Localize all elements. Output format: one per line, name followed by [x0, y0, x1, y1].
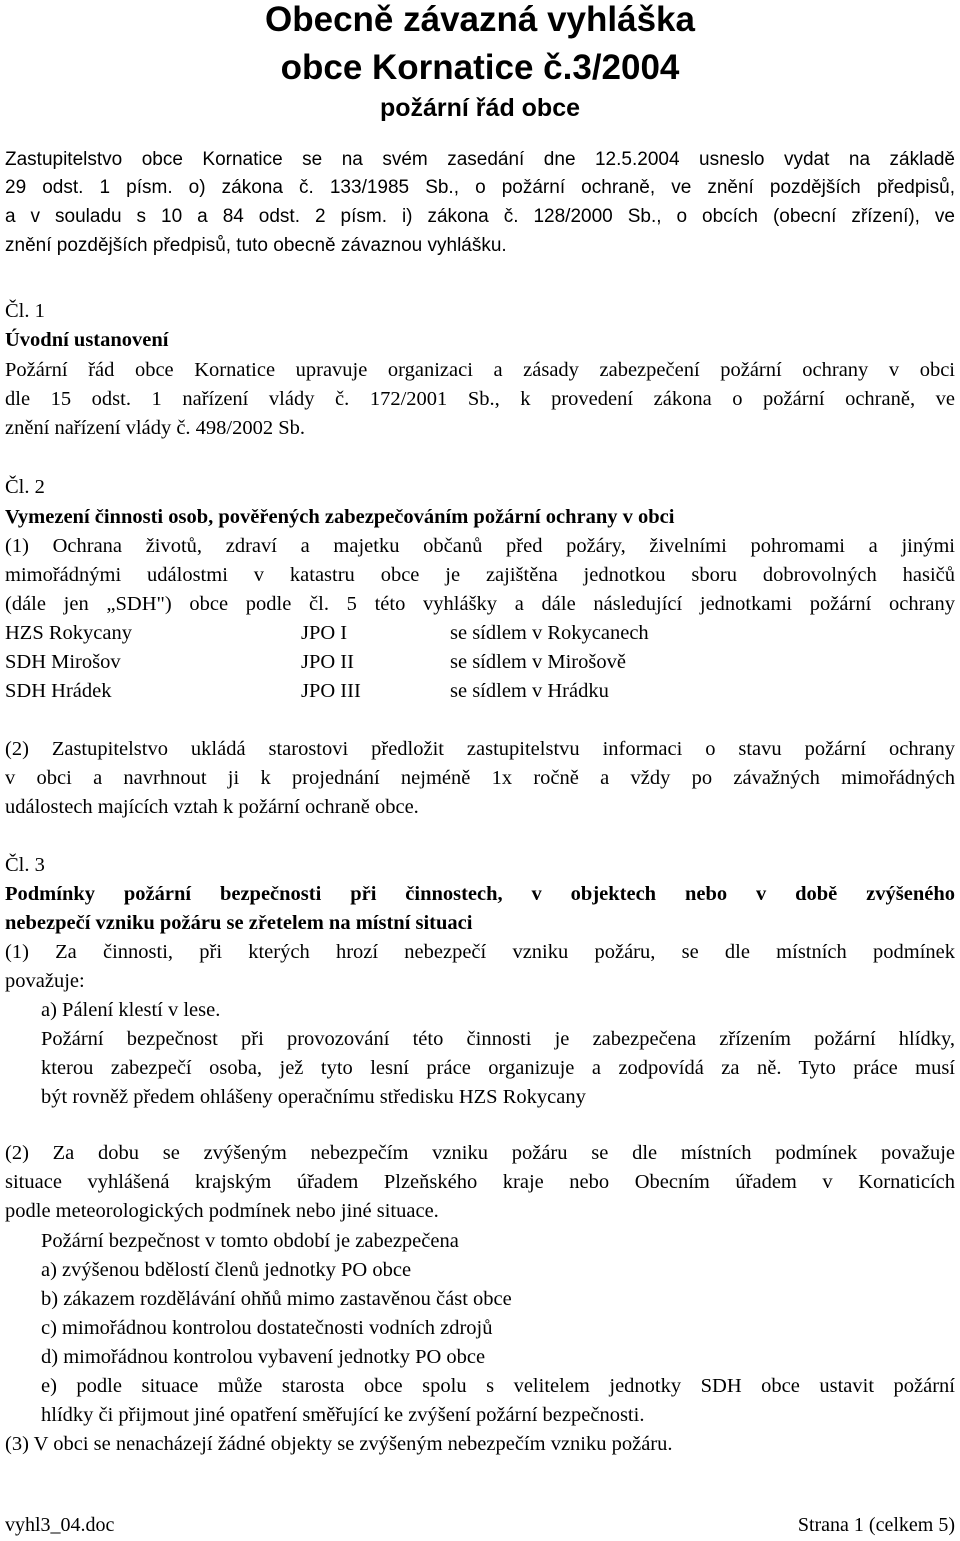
article-heading: Úvodní ustanovení — [5, 329, 169, 351]
article-line: znění nařízení vlády č. 498/2002 Sb. — [5, 417, 306, 439]
article-line: považuje: — [5, 970, 85, 992]
table-row — [0, 677, 960, 705]
article-line: Požární bezpečnost při provozování této činnosti je zabezpečena zřízením požární hlídky, — [41, 1028, 955, 1050]
intro-line: znění pozdějších předpisů, tuto obecně závaznou vyhlášku. — [5, 235, 507, 256]
article-line: Požární bezpečnost v tomto období je zabezpečena — [41, 1230, 459, 1252]
article-line: událostech majících vztah k požární ochraně obce. — [5, 796, 419, 818]
list-item: a) zvýšenou bdělostí členů jednotky PO obce — [41, 1259, 412, 1281]
unit-seat: se sídlem v Rokycanech — [450, 622, 649, 644]
list-item: c) mimořádnou kontrolou dostatečnosti vodních zdrojů — [41, 1317, 493, 1339]
footer-page-number: Strana 1 (celkem 5) — [797, 1514, 955, 1536]
title-line-3: požární řád obce — [379, 94, 581, 122]
intro-line: Zastupitelstvo obce Kornatice se na svém zasedání dne 12.5.2004 usneslo vydat na základě — [5, 149, 955, 170]
article-line: kterou zabezpečí osoba, jež tyto lesní práce organizuje a zodpovídá za ně. Tyto práce musí — [41, 1057, 955, 1079]
article-line: (3) V obci se nenacházejí žádné objekty se zvýšeným nebezpečím vzniku požáru. — [5, 1433, 673, 1455]
article-heading: nebezpečí vzniku požáru se zřetelem na místní situaci — [5, 912, 473, 934]
table-row — [0, 619, 960, 647]
intro-line: a v souladu s 10 a 84 odst. 2 písm. i) zákona č. 128/2000 Sb., o obcích (obecní zřízení), ve — [5, 206, 955, 227]
unit-category: JPO II — [301, 651, 354, 673]
article-line: (2) Za dobu se zvýšeným nebezpečím vzniku požáru se dle místních podmínek považuje — [5, 1142, 955, 1164]
article-line: (2) Zastupitelstvo ukládá starostovi předložit zastupitelstvu informaci o stavu požární ochrany — [5, 738, 955, 760]
unit-name: SDH Hrádek — [5, 680, 112, 702]
article-line: Požární řád obce Kornatice upravuje organizaci a zásady zabezpečení požární ochrany v obci — [5, 359, 955, 381]
article-line: v obci a navrhnout ji k projednání nejméně 1x ročně a vždy po závažných mimořádných — [5, 767, 955, 789]
unit-seat: se sídlem v Mirošově — [450, 651, 626, 673]
article-line: mimořádnými událostmi v katastru obce je zajištěna jednotkou sboru dobrovolných hasičů — [5, 564, 955, 586]
list-item: b) zákazem rozdělávání ohňů mimo zastavěnou část obce — [41, 1288, 512, 1310]
title-line-1: Obecně závazná vyhláška — [265, 0, 695, 39]
unit-name: HZS Rokycany — [5, 622, 132, 644]
list-item: hlídky či přijmout jiné opatření směřující ke zvýšení požární bezpečnosti. — [41, 1404, 645, 1426]
article-line: být rovněž předem ohlášeny operačnímu středisku HZS Rokycany — [41, 1086, 586, 1108]
intro-line: 29 odst. 1 písm. o) zákona č. 133/1985 Sb., o požární ochraně, ve znění pozdějších předpisů, — [5, 177, 955, 198]
article-heading: Vymezení činnosti osob, pověřených zabezpečováním požární ochrany v obci — [5, 506, 675, 528]
table-row — [0, 648, 960, 676]
article-line: dle 15 odst. 1 nařízení vlády č. 172/2001 Sb., k provedení zákona o požární ochraně, ve — [5, 388, 955, 410]
list-item: a) Pálení klestí v lese. — [41, 999, 221, 1021]
article-line: podle meteorologických podmínek nebo jiné situace. — [5, 1200, 439, 1222]
title-line-2: obce Kornatice č.3/2004 — [280, 48, 680, 87]
article-line: (dále jen „SDH") obce podle čl. 5 této vyhlášky a dále následující jednotkami požární ochrany — [5, 593, 955, 615]
article-label: Čl. 1 — [5, 300, 45, 322]
unit-category: JPO I — [301, 622, 348, 644]
unit-name: SDH Mirošov — [5, 651, 121, 673]
unit-category: JPO III — [301, 680, 361, 702]
article-heading: Podmínky požární bezpečnosti při činnostech, v objektech nebo v době zvýšeného — [5, 883, 955, 905]
list-item: e) podle situace může starosta obce spolu s velitelem jednotky SDH obce ustavit požární — [41, 1375, 955, 1397]
article-label: Čl. 3 — [5, 854, 45, 876]
article-line: situace vyhlášená krajským úřadem Plzeňského kraje nebo Obecním úřadem v Kornaticích — [5, 1171, 955, 1193]
unit-seat: se sídlem v Hrádku — [450, 680, 609, 702]
article-line: (1) Ochrana životů, zdraví a majetku občanů před požáry, živelními pohromami a jinými — [5, 535, 955, 557]
footer-filename: vyhl3_04.doc — [5, 1514, 115, 1536]
article-line: (1) Za činnosti, při kterých hrozí nebezpečí vzniku požáru, se dle místních podmínek — [5, 941, 955, 963]
article-label: Čl. 2 — [5, 476, 45, 498]
list-item: d) mimořádnou kontrolou vybavení jednotky PO obce — [41, 1346, 486, 1368]
